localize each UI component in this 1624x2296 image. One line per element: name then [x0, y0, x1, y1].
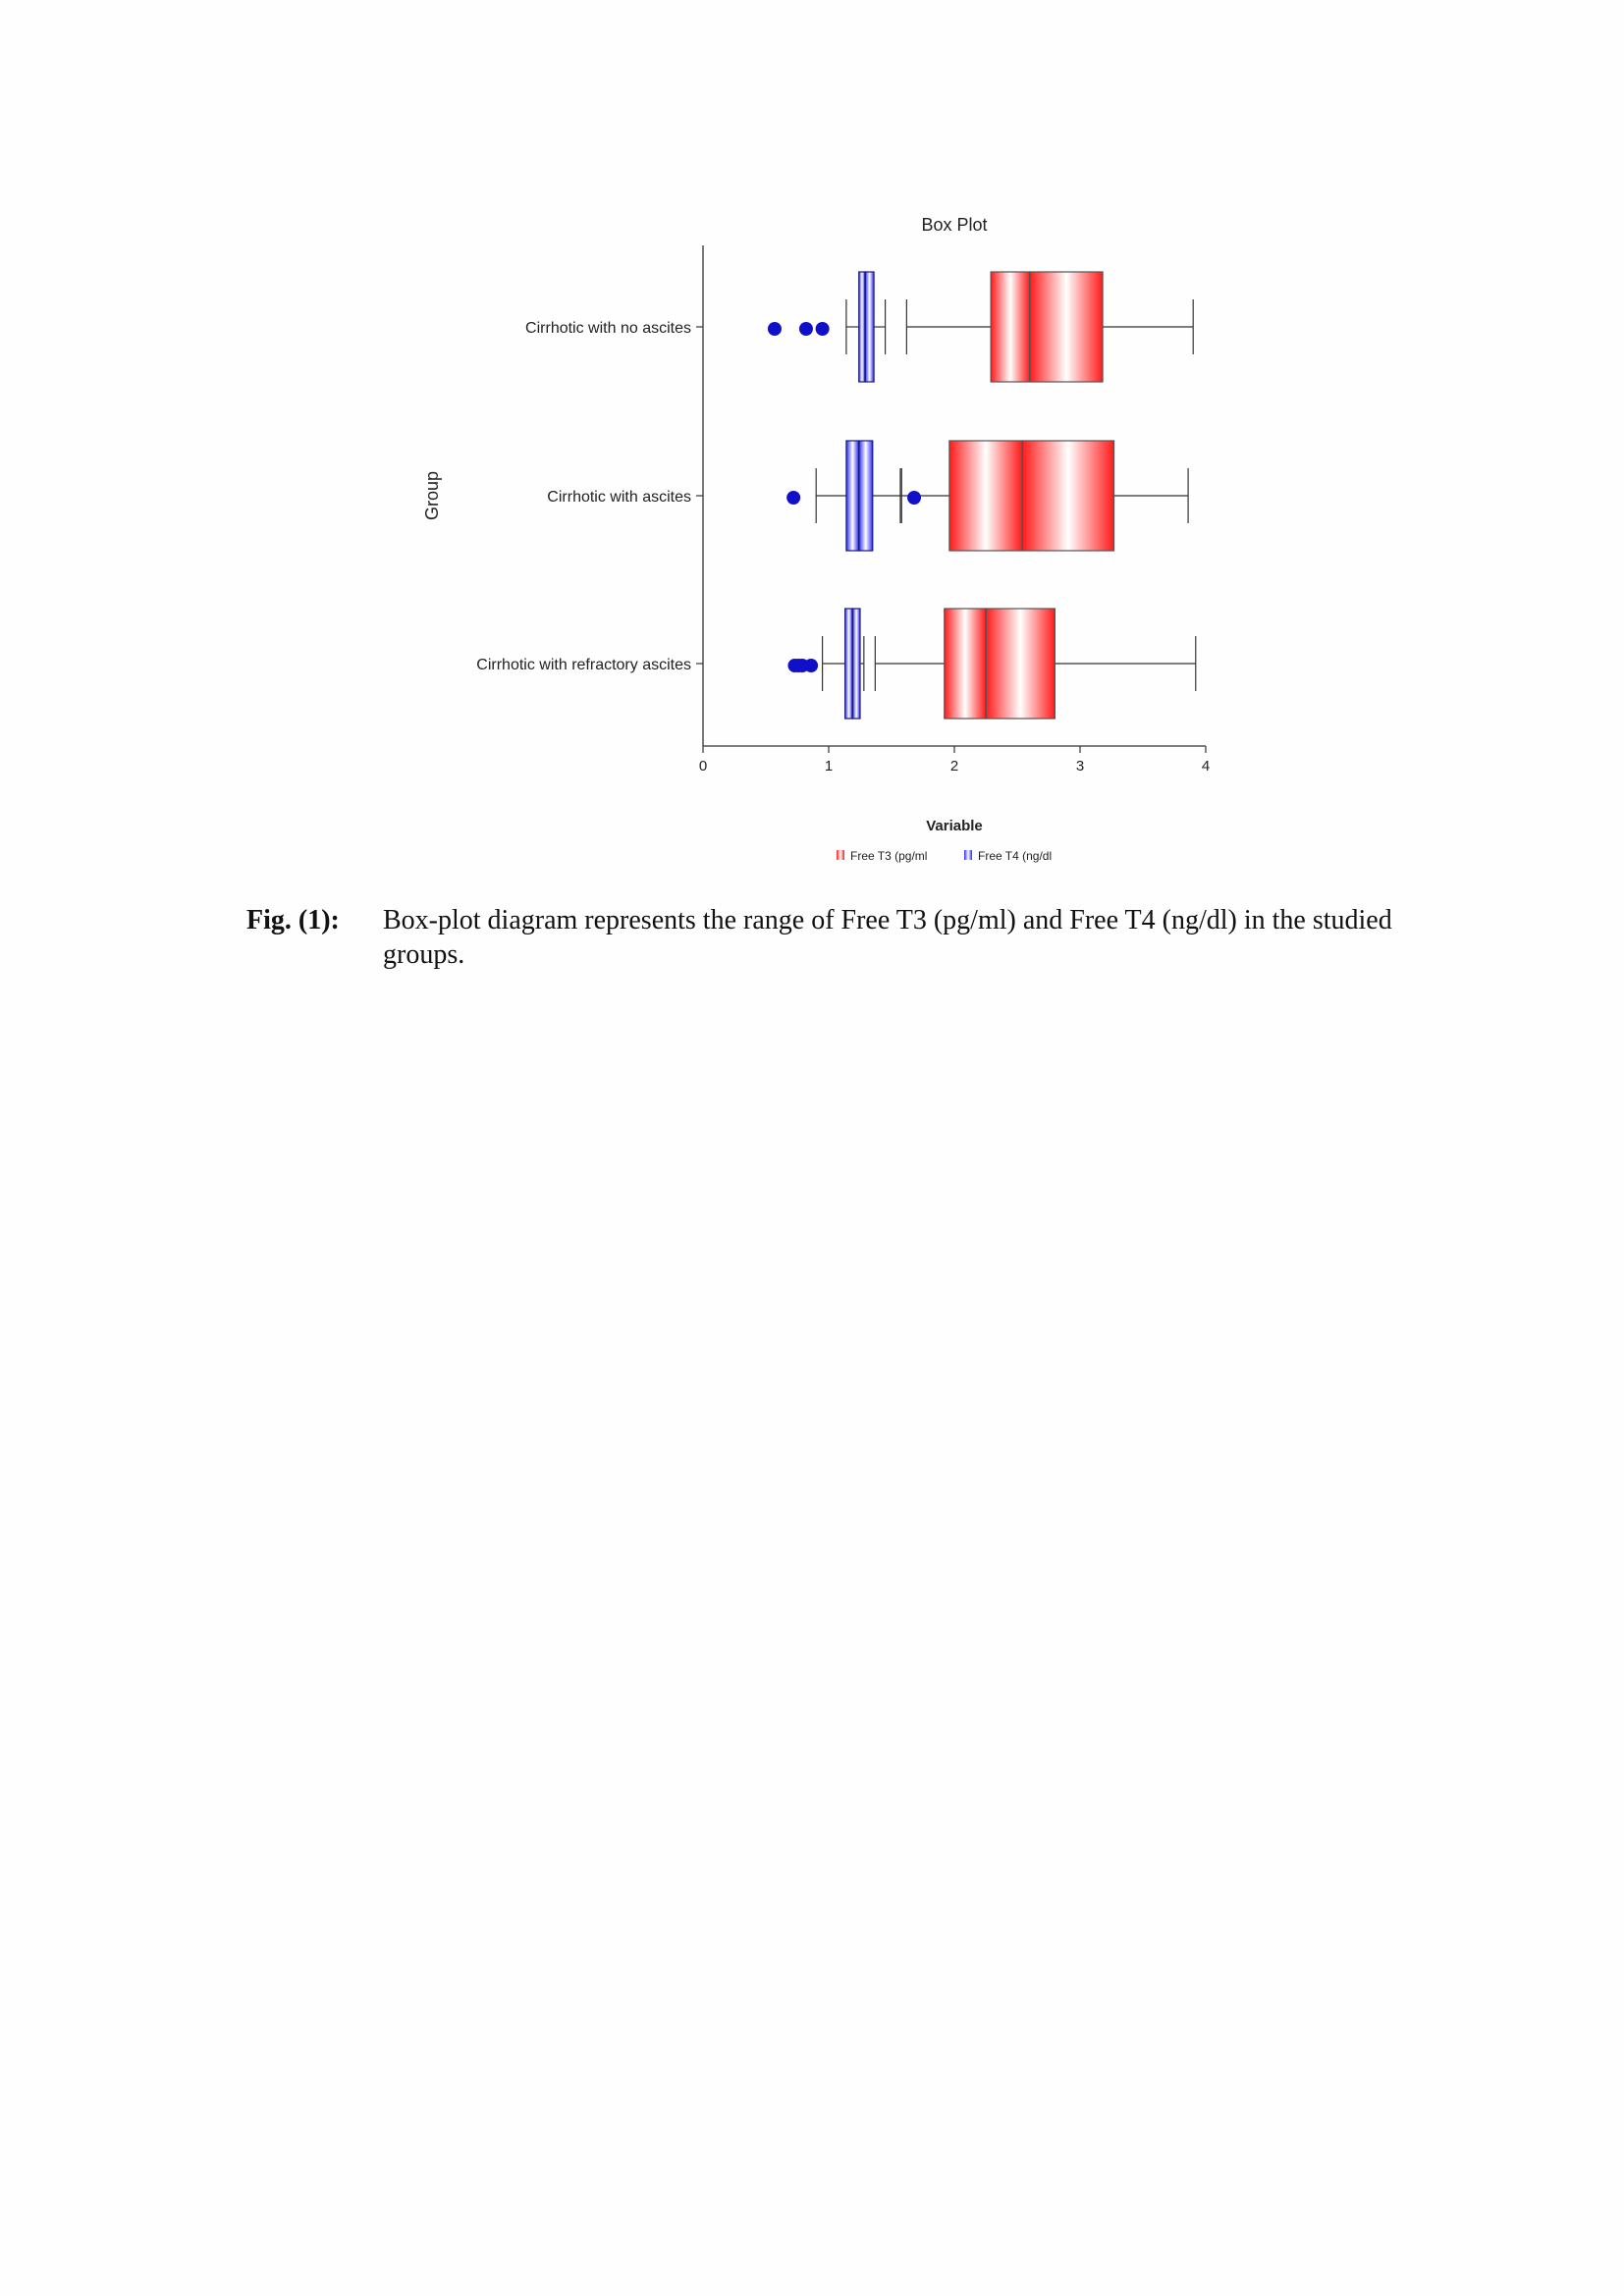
- outlier-point: [907, 491, 921, 505]
- free-t4-box-3: [787, 609, 863, 719]
- box-lower-half: [859, 272, 865, 382]
- outlier-point: [799, 322, 813, 336]
- free-t4-box-2: [786, 441, 921, 551]
- legend: [837, 849, 1052, 863]
- box-lower-half: [945, 609, 986, 719]
- legend-swatch: [837, 850, 844, 860]
- x-tick-label: 2: [949, 758, 959, 774]
- outlier-point: [768, 322, 782, 336]
- x-tick-label: 3: [1075, 758, 1085, 774]
- box-upper-half: [1022, 441, 1113, 551]
- x-axis-title: Variable: [926, 818, 983, 834]
- x-tick-label: 4: [1201, 758, 1211, 774]
- caption-text: Box-plot diagram represents the range of Free T3 (pg/ml) and Free T4 (ng/dl) in the studied groups.: [383, 905, 1392, 970]
- box-upper-half: [859, 441, 873, 551]
- y-axis-title: Group: [422, 470, 442, 521]
- box-upper-half: [852, 609, 860, 719]
- box-lower-half: [949, 441, 1022, 551]
- box-lower-half: [991, 272, 1030, 382]
- x-tick-label: 1: [824, 758, 834, 774]
- box-upper-half: [1030, 272, 1103, 382]
- free-t3-box-2: [900, 441, 1188, 551]
- legend-label: Free T3 (pg/ml: [850, 849, 928, 863]
- y-tick-label: Cirrhotic with no ascites: [525, 320, 691, 337]
- free-t3-box-3: [875, 609, 1195, 719]
- legend-label: Free T4 (ng/dl: [978, 849, 1053, 863]
- x-tick-label: 0: [698, 758, 708, 774]
- y-tick-label: Cirrhotic with ascites: [547, 489, 691, 506]
- outlier-point: [786, 491, 800, 505]
- box-upper-half: [986, 609, 1055, 719]
- box-lower-half: [845, 609, 853, 719]
- free-t3-box-1: [906, 272, 1193, 382]
- box-lower-half: [846, 441, 859, 551]
- y-tick-label: Cirrhotic with refractory ascites: [476, 657, 691, 673]
- caption-label: Fig. (1):: [246, 905, 340, 935]
- outlier-point: [804, 659, 818, 672]
- legend-swatch: [964, 850, 972, 860]
- box-upper-half: [865, 272, 874, 382]
- free-t4-box-1: [768, 272, 886, 382]
- outlier-point: [816, 322, 830, 336]
- chart-title: Box Plot: [921, 215, 988, 235]
